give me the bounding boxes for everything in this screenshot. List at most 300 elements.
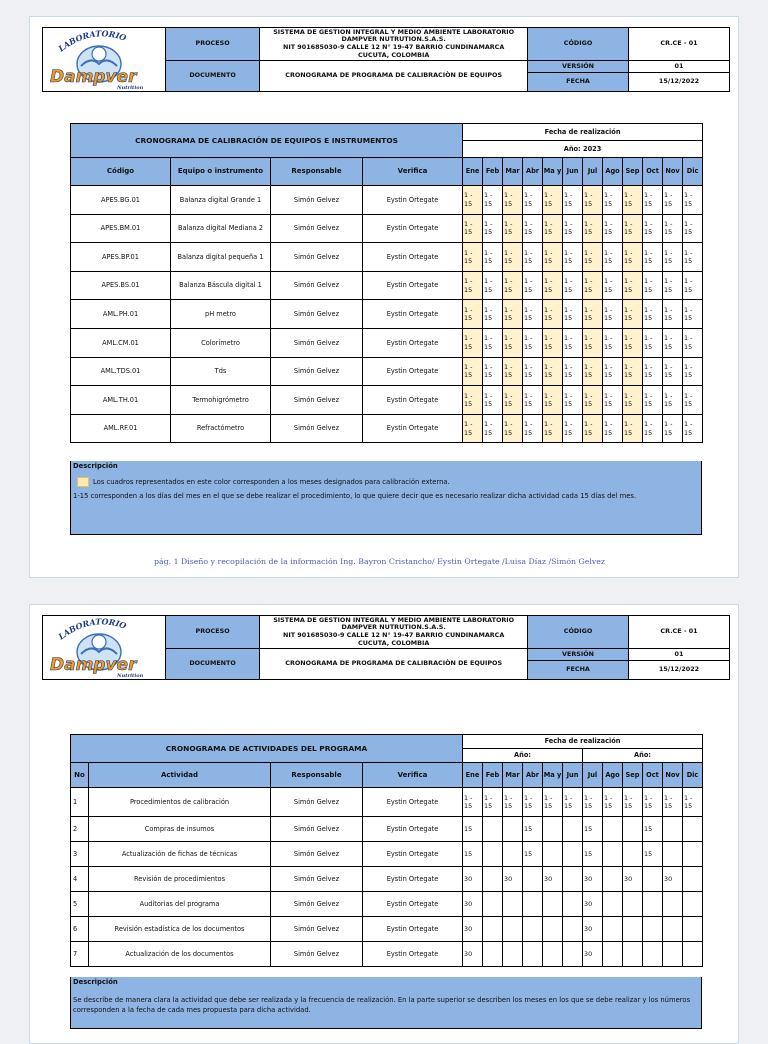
- month-cell: [643, 942, 663, 967]
- cell-responsable: Simón Gelvez: [271, 243, 363, 272]
- month-cell: 1 - 15: [583, 186, 603, 215]
- col-header-responsable: Responsable: [271, 158, 363, 186]
- month-cell: [483, 942, 503, 967]
- cell-no: 1: [71, 788, 89, 817]
- page-2: [29, 604, 739, 1044]
- month-header: Sep: [623, 158, 643, 186]
- description-box: [70, 461, 702, 535]
- month-cell: 1 - 15: [483, 271, 503, 300]
- month-header: Abr: [523, 158, 543, 186]
- table-row: [71, 892, 703, 917]
- month-cell: 1 - 15: [583, 271, 603, 300]
- month-cell: 1 - 15: [563, 186, 583, 215]
- month-header: Feb: [483, 158, 503, 186]
- logo-cell: [43, 28, 166, 92]
- company-line: SISTEMA DE GESTION INTEGRAL Y MEDIO AMBIENTE LABORATORIO: [273, 615, 515, 624]
- month-cell: 1 - 15: [503, 788, 523, 817]
- month-cell: 1 - 15: [463, 357, 483, 386]
- month-cell: 1 - 15: [503, 414, 523, 443]
- month-header: Jun: [563, 158, 583, 186]
- logo-text: Dampver: [50, 67, 137, 87]
- schedule-title: CRONOGRAMA DE CALIBRACIÓN DE EQUIPOS E INSTRUMENTOS: [71, 124, 463, 158]
- month-cell: 1 - 15: [663, 386, 683, 415]
- cell-codigo: AML.RF.01: [71, 414, 171, 443]
- month-cell: 30: [663, 867, 683, 892]
- month-cell: 30: [543, 867, 563, 892]
- month-cell: 1 - 15: [683, 357, 703, 386]
- month-cell: [543, 917, 563, 942]
- cell-no: 2: [71, 817, 89, 842]
- version-value: 01: [629, 61, 730, 73]
- table-row: [71, 214, 703, 243]
- fecha-value: 15/12/2022: [629, 661, 730, 680]
- month-cell: 1 - 15: [643, 300, 663, 329]
- cell-actividad: Revisión de procedimientos: [89, 867, 271, 892]
- month-cell: 1 - 15: [563, 214, 583, 243]
- month-cell: [683, 867, 703, 892]
- table-row: [71, 386, 703, 415]
- table-row: [71, 817, 703, 842]
- cell-codigo: APES.BS.01: [71, 271, 171, 300]
- cell-actividad: Revisión estadística de los documentos: [89, 917, 271, 942]
- month-cell: [623, 917, 643, 942]
- cell-actividad: Auditorias del programa: [89, 892, 271, 917]
- month-cell: 1 - 15: [543, 788, 563, 817]
- company-info: [260, 616, 528, 649]
- company-line: CUCUTA, COLOMBIA: [358, 638, 430, 647]
- codigo-label: CÓDIGO: [528, 616, 629, 649]
- month-cell: 30: [583, 917, 603, 942]
- logo-sub: Nutrition: [117, 673, 144, 678]
- month-cell: 30: [463, 942, 483, 967]
- table-row: [71, 414, 703, 443]
- month-cell: 1 - 15: [623, 243, 643, 272]
- document-header: [42, 27, 730, 92]
- month-cell: 15: [583, 817, 603, 842]
- month-cell: 15: [523, 842, 543, 867]
- month-cell: 1 - 15: [683, 386, 703, 415]
- cell-responsable: Simón Gelvez: [271, 892, 363, 917]
- month-cell: [543, 817, 563, 842]
- col-header-no: No: [71, 763, 89, 788]
- cell-codigo: AML.TH.01: [71, 386, 171, 415]
- month-cell: [603, 867, 623, 892]
- month-cell: 1 - 15: [583, 788, 603, 817]
- month-cell: [603, 842, 623, 867]
- cell-verifica: Eystin Ortegate: [363, 271, 463, 300]
- month-cell: [563, 817, 583, 842]
- table-row: [71, 917, 703, 942]
- month-cell: [563, 917, 583, 942]
- month-cell: 1 - 15: [543, 300, 563, 329]
- activities-title: CRONOGRAMA DE ACTIVIDADES DEL PROGRAMA: [71, 735, 463, 763]
- month-cell: [523, 942, 543, 967]
- month-header: Oct: [643, 763, 663, 788]
- month-cell: 30: [503, 867, 523, 892]
- cell-equipo: Balanza digital pequeña 1: [171, 243, 271, 272]
- month-cell: 1 - 15: [623, 328, 643, 357]
- month-cell: 1 - 15: [663, 214, 683, 243]
- month-cell: 1 - 15: [583, 328, 603, 357]
- cell-verifica: Eystin Ortegate: [363, 917, 463, 942]
- month-header: Feb: [483, 763, 503, 788]
- cell-equipo: Balanza digital Grande 1: [171, 186, 271, 215]
- month-cell: 1 - 15: [683, 214, 703, 243]
- logo-arc-text: LABORATORIO: [56, 618, 128, 642]
- cell-verifica: Eystin Ortegate: [363, 357, 463, 386]
- month-cell: 1 - 15: [683, 300, 703, 329]
- table-row: [71, 300, 703, 329]
- cell-responsable: Simón Gelvez: [271, 942, 363, 967]
- doc-title: CRONOGRAMA DE PROGRAMA DE CALIBRACIÒN DE EQUIPOS: [260, 649, 528, 680]
- month-cell: 15: [463, 817, 483, 842]
- month-cell: [603, 817, 623, 842]
- month-cell: 1 - 15: [463, 386, 483, 415]
- month-cell: 15: [643, 817, 663, 842]
- logo-cell: [43, 616, 166, 680]
- month-cell: 1 - 15: [483, 214, 503, 243]
- cell-verifica: Eystin Ortegate: [363, 842, 463, 867]
- month-header: Ago: [603, 763, 623, 788]
- month-cell: [503, 917, 523, 942]
- year-label-left: Año:: [463, 749, 583, 763]
- document-header: [42, 615, 730, 680]
- year-label-right: Año:: [583, 749, 703, 763]
- month-cell: 1 - 15: [563, 243, 583, 272]
- company-line: NIT 901685030-9 CALLE 12 N° 19-47 BARRIO CUNDINAMARCA: [282, 631, 505, 639]
- month-cell: 1 - 15: [583, 243, 603, 272]
- month-cell: 30: [583, 942, 603, 967]
- cell-responsable: Simón Gelvez: [271, 788, 363, 817]
- month-cell: 1 - 15: [483, 243, 503, 272]
- cell-equipo: Colorímetro: [171, 328, 271, 357]
- month-cell: [523, 917, 543, 942]
- month-cell: 1 - 15: [463, 300, 483, 329]
- month-cell: 1 - 15: [523, 414, 543, 443]
- month-cell: 1 - 15: [463, 414, 483, 443]
- cell-verifica: Eystin Ortegate: [363, 892, 463, 917]
- cell-equipo: Balanza Báscula digital 1: [171, 271, 271, 300]
- month-cell: 1 - 15: [683, 328, 703, 357]
- month-cell: [663, 917, 683, 942]
- month-header: Jul: [583, 158, 603, 186]
- version-label: VERSIÓN: [528, 61, 629, 73]
- month-cell: [563, 867, 583, 892]
- month-cell: 1 - 15: [483, 357, 503, 386]
- month-cell: 1 - 15: [643, 386, 663, 415]
- month-cell: 1 - 15: [683, 186, 703, 215]
- cell-codigo: APES.BG.01: [71, 186, 171, 215]
- cell-codigo: AML.TDS.01: [71, 357, 171, 386]
- description-title: Descripción: [73, 978, 118, 986]
- month-cell: 1 - 15: [523, 386, 543, 415]
- month-cell: [623, 842, 643, 867]
- month-cell: 1 - 15: [503, 386, 523, 415]
- month-header: Jun: [563, 763, 583, 788]
- month-cell: 1 - 15: [623, 186, 643, 215]
- month-cell: 1 - 15: [643, 328, 663, 357]
- proceso-label: PROCESO: [165, 28, 259, 61]
- month-cell: [503, 817, 523, 842]
- month-header: Nov: [663, 158, 683, 186]
- month-cell: 1 - 15: [543, 186, 563, 215]
- month-cell: 1 - 15: [543, 386, 563, 415]
- month-cell: 1 - 15: [643, 788, 663, 817]
- page-footer: pág. 1 Diseño y recopilación de la información Ing. Bayron Cristancho/ Eystin Ortegate /Luisa Díaz /Simón Gelvez: [154, 557, 605, 566]
- month-cell: 30: [463, 917, 483, 942]
- codigo-value: CR.CE - 01: [629, 616, 730, 649]
- proceso-label: PROCESO: [165, 616, 259, 649]
- logo-text: Dampver: [50, 655, 137, 675]
- cell-responsable: Simón Gelvez: [271, 357, 363, 386]
- month-cell: 1 - 15: [523, 357, 543, 386]
- month-cell: 1 - 15: [623, 357, 643, 386]
- fecha-value: 15/12/2022: [629, 73, 730, 92]
- month-cell: 1 - 15: [603, 214, 623, 243]
- table-row: [71, 243, 703, 272]
- month-header: Ene: [463, 763, 483, 788]
- col-header-equipo: Equipo o instrumento: [171, 158, 271, 186]
- month-header: Dic: [683, 763, 703, 788]
- month-cell: 1 - 15: [463, 271, 483, 300]
- month-cell: 1 - 15: [563, 386, 583, 415]
- company-line: DAMPVER NUTRUTION.S.A.S.: [341, 35, 446, 44]
- month-cell: 1 - 15: [623, 386, 643, 415]
- description-text-1: Los cuadros representados en este color corresponden a los meses designados para calibración externa.: [93, 478, 450, 487]
- month-cell: [623, 892, 643, 917]
- cell-equipo: Refractómetro: [171, 414, 271, 443]
- month-cell: 1 - 15: [563, 328, 583, 357]
- month-cell: 1 - 15: [603, 271, 623, 300]
- month-header: Jul: [583, 763, 603, 788]
- month-cell: [603, 917, 623, 942]
- cell-responsable: Simón Gelvez: [271, 300, 363, 329]
- month-cell: 1 - 15: [583, 414, 603, 443]
- fecha-realizacion: Fecha de realización: [463, 124, 703, 141]
- month-cell: 1 - 15: [543, 214, 563, 243]
- month-cell: 1 - 15: [483, 788, 503, 817]
- col-header-actividad: Actividad: [89, 763, 271, 788]
- cell-responsable: Simón Gelvez: [271, 817, 363, 842]
- month-cell: [683, 917, 703, 942]
- month-header: Sep: [623, 763, 643, 788]
- col-header-codigo: Código: [71, 158, 171, 186]
- month-cell: 1 - 15: [643, 243, 663, 272]
- month-cell: 1 - 15: [463, 186, 483, 215]
- month-cell: 15: [523, 817, 543, 842]
- month-cell: [503, 942, 523, 967]
- month-cell: 1 - 15: [603, 788, 623, 817]
- codigo-value: CR.CE - 01: [629, 28, 730, 61]
- month-header: Ma y: [543, 763, 563, 788]
- month-cell: 1 - 15: [683, 788, 703, 817]
- cell-verifica: Eystin Ortegate: [363, 942, 463, 967]
- month-cell: 1 - 15: [463, 243, 483, 272]
- month-cell: 1 - 15: [623, 414, 643, 443]
- mascot-icon: [47, 30, 151, 90]
- cell-responsable: Simón Gelvez: [271, 867, 363, 892]
- cell-verifica: Eystin Ortegate: [363, 414, 463, 443]
- month-cell: [483, 842, 503, 867]
- cell-equipo: Termohigrómetro: [171, 386, 271, 415]
- cell-responsable: Simón Gelvez: [271, 842, 363, 867]
- month-cell: 30: [583, 867, 603, 892]
- company-line: CUCUTA, COLOMBIA: [358, 50, 430, 59]
- description-text-2: 1-15 corresponden a los días del mes en el que se debe realizar el procedimiento, lo que quiere decir que es necesario realizar dicha actividad cada 15 días del mes.: [73, 492, 637, 501]
- month-cell: [543, 892, 563, 917]
- month-cell: 1 - 15: [603, 300, 623, 329]
- month-cell: 1 - 15: [643, 357, 663, 386]
- fecha-label: FECHA: [528, 73, 629, 92]
- month-header: Ma y: [543, 158, 563, 186]
- month-cell: 1 - 15: [503, 271, 523, 300]
- month-cell: 1 - 15: [663, 788, 683, 817]
- dampver-logo: [43, 616, 165, 679]
- month-cell: 1 - 15: [583, 386, 603, 415]
- month-cell: 1 - 15: [503, 243, 523, 272]
- month-header: Mar: [503, 763, 523, 788]
- month-cell: 1 - 15: [543, 357, 563, 386]
- month-cell: [663, 842, 683, 867]
- table-row: [71, 357, 703, 386]
- logo-sub: Nutrition: [117, 85, 144, 90]
- cell-verifica: Eystin Ortegate: [363, 186, 463, 215]
- cell-responsable: Simón Gelvez: [271, 328, 363, 357]
- cell-verifica: Eystin Ortegate: [363, 788, 463, 817]
- month-cell: [563, 942, 583, 967]
- company-line: DAMPVER NUTRUTION.S.A.S.: [341, 623, 446, 632]
- codigo-label: CÓDIGO: [528, 28, 629, 61]
- month-cell: 30: [623, 867, 643, 892]
- month-cell: 30: [463, 867, 483, 892]
- month-cell: 1 - 15: [483, 328, 503, 357]
- month-cell: 1 - 15: [663, 414, 683, 443]
- cell-codigo: AML.PH.01: [71, 300, 171, 329]
- month-cell: [503, 842, 523, 867]
- cell-verifica: Eystin Ortegate: [363, 817, 463, 842]
- month-header: Nov: [663, 763, 683, 788]
- cell-actividad: Compras de insumos: [89, 817, 271, 842]
- cell-codigo: APES.BM.01: [71, 214, 171, 243]
- month-cell: 1 - 15: [623, 271, 643, 300]
- month-cell: 1 - 15: [503, 357, 523, 386]
- month-cell: 1 - 15: [543, 414, 563, 443]
- cell-actividad: Procedimientos de calibración: [89, 788, 271, 817]
- month-cell: 1 - 15: [503, 300, 523, 329]
- cell-verifica: Eystin Ortegate: [363, 386, 463, 415]
- cell-responsable: Simón Gelvez: [271, 917, 363, 942]
- fecha-label: FECHA: [528, 661, 629, 680]
- month-cell: 1 - 15: [603, 186, 623, 215]
- month-cell: [683, 842, 703, 867]
- cell-responsable: Simón Gelvez: [271, 186, 363, 215]
- month-cell: [643, 917, 663, 942]
- col-header-responsable: Responsable: [271, 763, 363, 788]
- month-cell: 1 - 15: [463, 328, 483, 357]
- activities-schedule-table: [70, 734, 703, 967]
- month-cell: 1 - 15: [603, 386, 623, 415]
- month-cell: 30: [583, 892, 603, 917]
- month-cell: 1 - 15: [543, 328, 563, 357]
- month-cell: [483, 917, 503, 942]
- month-cell: 15: [583, 842, 603, 867]
- cell-actividad: Actualización de los documentos: [89, 942, 271, 967]
- month-cell: 1 - 15: [683, 243, 703, 272]
- mascot-icon: [47, 618, 151, 678]
- month-header: Oct: [643, 158, 663, 186]
- month-cell: 1 - 15: [643, 271, 663, 300]
- cell-equipo: Balanza digital Mediana 2: [171, 214, 271, 243]
- month-cell: 1 - 15: [503, 214, 523, 243]
- table-row: [71, 328, 703, 357]
- month-cell: [643, 867, 663, 892]
- month-cell: 1 - 15: [663, 186, 683, 215]
- table-row: [71, 942, 703, 967]
- month-cell: [643, 892, 663, 917]
- cell-no: 7: [71, 942, 89, 967]
- col-header-verifica: Verifica: [363, 158, 463, 186]
- cell-responsable: Simón Gelvez: [271, 271, 363, 300]
- page-1: [29, 16, 739, 578]
- cell-verifica: Eystin Ortegate: [363, 867, 463, 892]
- cell-no: 3: [71, 842, 89, 867]
- month-cell: [683, 817, 703, 842]
- month-cell: 1 - 15: [523, 788, 543, 817]
- col-header-verifica: Verifica: [363, 763, 463, 788]
- month-cell: [683, 942, 703, 967]
- cell-codigo: APES.BP.01: [71, 243, 171, 272]
- month-cell: [623, 817, 643, 842]
- month-cell: 1 - 15: [523, 328, 543, 357]
- month-cell: 1 - 15: [563, 271, 583, 300]
- month-cell: 1 - 15: [603, 414, 623, 443]
- cell-verifica: Eystin Ortegate: [363, 328, 463, 357]
- month-cell: [523, 867, 543, 892]
- month-cell: 15: [463, 842, 483, 867]
- month-cell: 1 - 15: [663, 271, 683, 300]
- month-cell: 1 - 15: [623, 788, 643, 817]
- month-cell: 1 - 15: [643, 186, 663, 215]
- documento-label: DOCUMENTO: [165, 61, 259, 92]
- month-cell: 1 - 15: [683, 414, 703, 443]
- month-cell: 1 - 15: [483, 414, 503, 443]
- month-cell: 1 - 15: [583, 300, 603, 329]
- month-cell: 1 - 15: [523, 214, 543, 243]
- cell-verifica: Eystin Ortegate: [363, 300, 463, 329]
- version-label: VERSIÓN: [528, 649, 629, 661]
- table-row: [71, 867, 703, 892]
- month-header: Abr: [523, 763, 543, 788]
- month-cell: 1 - 15: [603, 357, 623, 386]
- month-cell: 1 - 15: [543, 243, 563, 272]
- month-cell: 1 - 15: [563, 300, 583, 329]
- cell-responsable: Simón Gelvez: [271, 414, 363, 443]
- table-row: [71, 842, 703, 867]
- month-cell: 1 - 15: [483, 186, 503, 215]
- month-cell: 1 - 15: [603, 243, 623, 272]
- month-header: Dic: [683, 158, 703, 186]
- month-cell: [603, 942, 623, 967]
- month-cell: 1 - 15: [543, 271, 563, 300]
- version-value: 01: [629, 649, 730, 661]
- cell-no: 4: [71, 867, 89, 892]
- month-cell: 1 - 15: [583, 357, 603, 386]
- cell-codigo: AML.CM.01: [71, 328, 171, 357]
- month-cell: [483, 892, 503, 917]
- month-cell: 1 - 15: [603, 328, 623, 357]
- month-cell: [543, 842, 563, 867]
- month-cell: 1 - 15: [463, 788, 483, 817]
